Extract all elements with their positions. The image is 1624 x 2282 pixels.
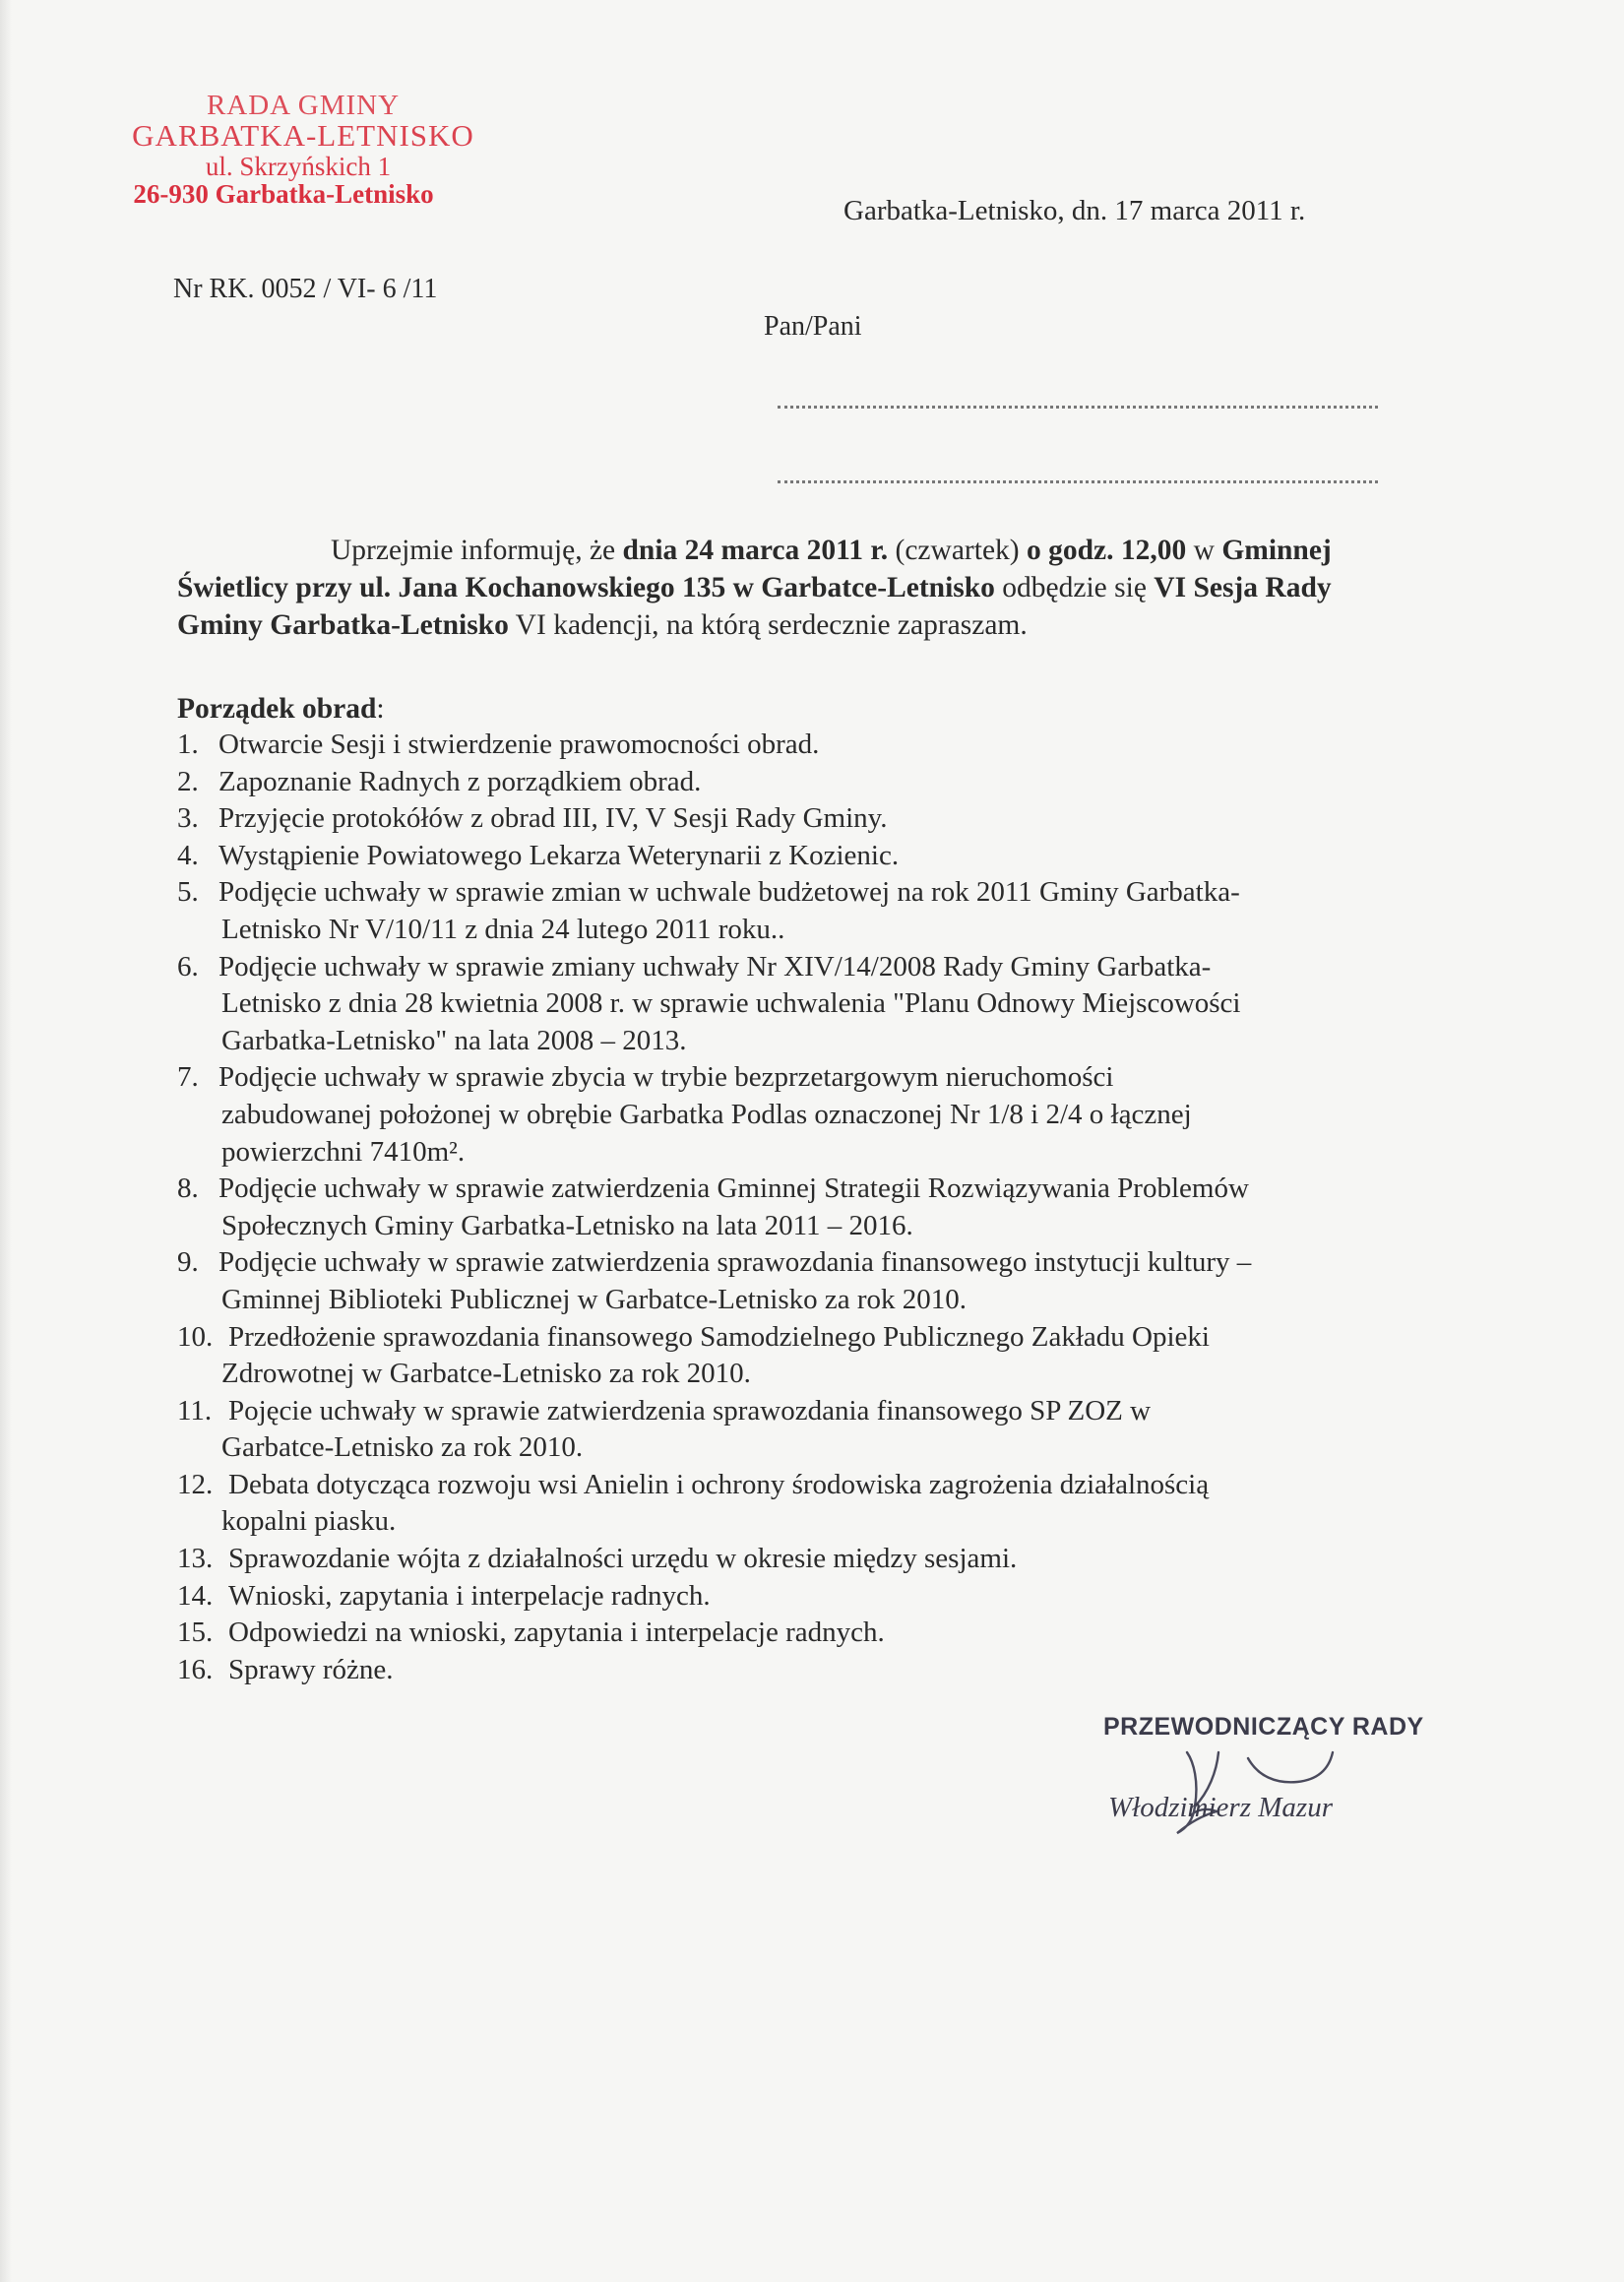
agenda-item-text: Przedłożenie sprawozdania finansowego Samodzielnego Publicznego Zakładu Opieki — [228, 1320, 1210, 1353]
agenda-item-number: 9. — [177, 1246, 199, 1279]
agenda-item — [177, 1319, 1417, 1357]
agenda-item-text: Odpowiedzi na wnioski, zapytania i interpelacje radnych. — [228, 1616, 885, 1649]
agenda-item — [177, 1244, 1417, 1282]
agenda-item-continuation — [177, 1503, 1417, 1541]
agenda-item-text: Podjęcie uchwały w sprawie zatwierdzenia Gminnej Strategii Rozwiązywania Problemów — [219, 1173, 1249, 1205]
agenda-item — [177, 1541, 1417, 1578]
agenda-item-number: 5. — [177, 876, 199, 909]
stamp-line: ul. Skrzyńskich 1 — [205, 151, 392, 181]
intro-text: w — [1186, 535, 1222, 566]
intro-date: dnia 24 marca 2011 r. — [622, 535, 889, 566]
agenda-item-text: Garbatce-Letnisko za rok 2010. — [221, 1431, 584, 1464]
agenda-item — [177, 1578, 1417, 1616]
agenda-item-number: 10. — [177, 1320, 214, 1353]
intro-text: Uprzejmie informuję, że — [331, 535, 623, 566]
agenda-item-number: 7. — [177, 1061, 199, 1094]
signatory-title: PRZEWODNICZĄCY RADY — [1103, 1713, 1424, 1741]
agenda-item-text: kopalni piasku. — [221, 1505, 397, 1538]
stamp-line: 26-930 Garbatka-Letnisko — [133, 179, 434, 210]
scan-edge — [0, 0, 12, 2282]
agenda-item-text: zabudowanej położonej w obrębie Garbatka Podlas oznaczonej Nr 1/8 i 2/4 o łącznej — [221, 1098, 1192, 1130]
intro-text: odbędzie się — [994, 572, 1155, 603]
agenda-item — [177, 1059, 1417, 1097]
agenda-item-continuation — [177, 1282, 1417, 1319]
agenda-item-number: 2. — [177, 765, 199, 797]
stamp-line: RADA GMINY — [206, 90, 401, 121]
agenda-item-text: Letnisko Nr V/10/11 z dnia 24 lutego 2011 roku.. — [221, 913, 785, 945]
agenda-item-text: Otwarcie Sesji i stwierdzenie prawomocności obrad. — [219, 729, 820, 760]
agenda-item-text: Wystąpienie Powiatowego Lekarza Weterynarii z Kozienic. — [219, 839, 900, 871]
agenda-item-text: Społecznych Gminy Garbatka-Letnisko na lata 2011 – 2016. — [221, 1209, 913, 1241]
agenda-item-continuation — [177, 1023, 1417, 1060]
intro-text: VI kadencji, na którą serdecznie zapraszam. — [508, 609, 1028, 641]
reference-number: Nr RK. 0052 / VI- 6 /11 — [173, 274, 438, 304]
agenda-item-number: 6. — [177, 950, 199, 983]
agenda-item-number: 15. — [177, 1616, 214, 1649]
stamp-line: GARBATKA-LETNISKO — [132, 118, 474, 154]
agenda-item-number: 11. — [177, 1394, 213, 1426]
agenda-item-text: Przyjęcie protokółów z obrad III, IV, V Sesji Rady Gminy. — [219, 802, 888, 835]
agenda-item — [177, 1652, 1417, 1689]
agenda-item — [177, 949, 1417, 986]
agenda-item-text: Garbatka-Letnisko" na lata 2008 – 2013. — [221, 1024, 687, 1056]
agenda-item-text: Pojęcie uchwały w sprawie zatwierdzenia sprawozdania finansowego SP ZOZ w — [228, 1394, 1152, 1426]
addressee-line — [778, 480, 1378, 483]
agenda-item-text: Zapoznanie Radnych z porządkiem obrad. — [219, 765, 702, 797]
agenda-item — [177, 1393, 1417, 1430]
agenda-title-text: Porządek obrad — [177, 693, 377, 725]
agenda-item-text: Podjęcie uchwały w sprawie zatwierdzenia sprawozdania finansowego instytucji kultury – — [219, 1246, 1252, 1279]
agenda-item-text: Podjęcie uchwały w sprawie zmiany uchwały Nr XIV/14/2008 Rady Gminy Garbatka- — [219, 950, 1212, 983]
intro-venue: Gminnej Świetlicy przy ul. Jana Kochanowskiego 135 w Garbatce-Letnisko — [177, 535, 1332, 603]
agenda-title-suffix: : — [376, 693, 385, 725]
agenda-item — [177, 727, 1417, 764]
agenda-item-text: Sprawy różne. — [228, 1653, 394, 1685]
agenda-item-continuation — [177, 1134, 1417, 1172]
signature-block — [1100, 1713, 1424, 1841]
intro-text: (czwartek) — [888, 535, 1027, 566]
addressee-label: Pan/Pani — [764, 311, 862, 342]
invitation-paragraph — [177, 532, 1417, 644]
agenda-item-continuation — [177, 985, 1417, 1023]
agenda-item-text: Letnisko z dnia 28 kwietnia 2008 r. w sprawie uchwalenia "Planu Odnowy Miejscowości — [221, 987, 1241, 1020]
agenda-item — [177, 800, 1417, 838]
agenda-item-continuation — [177, 1429, 1417, 1467]
agenda-item-text: Zdrowotnej w Garbatce-Letnisko za rok 2010. — [221, 1358, 751, 1390]
agenda-item-continuation — [177, 1208, 1417, 1245]
agenda-item-text: Sprawozdanie wójta z działalności urzędu w okresie między sesjami. — [228, 1543, 1018, 1575]
intro-time: o godz. 12,00 — [1027, 535, 1187, 566]
agenda-item — [177, 764, 1417, 801]
agenda-item-continuation — [177, 1097, 1417, 1134]
agenda-item-text: Podjęcie uchwały w sprawie zbycia w trybie bezprzetargowym nieruchomości — [219, 1061, 1114, 1094]
signatory-name: Włodzimierz Mazur — [1108, 1792, 1333, 1823]
agenda-item-text: powierzchni 7410m². — [221, 1135, 466, 1168]
agenda-item-text: Debata dotycząca rozwoju wsi Anielin i ochrony środowiska zagrożenia działalnością — [228, 1468, 1210, 1500]
agenda-item-text: Gminnej Biblioteki Publicznej w Garbatce-Letnisko za rok 2010. — [221, 1283, 968, 1315]
agenda-item-continuation — [177, 912, 1417, 949]
agenda-list — [177, 727, 1417, 1688]
agenda-item — [177, 1171, 1417, 1208]
agenda-item-text: Podjęcie uchwały w sprawie zmian w uchwale budżetowej na rok 2011 Gminy Garbatka- — [219, 876, 1240, 909]
agenda-item — [177, 838, 1417, 875]
agenda-item-number: 8. — [177, 1173, 199, 1205]
agenda-item — [177, 1467, 1417, 1504]
office-stamp — [126, 91, 480, 209]
agenda-item-number: 3. — [177, 802, 199, 835]
agenda-item-continuation — [177, 1356, 1417, 1393]
agenda-item-number: 16. — [177, 1653, 214, 1685]
intro-session: VI Sesja Rady Gminy Garbatka-Letnisko — [177, 572, 1332, 641]
agenda-item-number: 12. — [177, 1468, 214, 1500]
agenda-item-number: 13. — [177, 1543, 214, 1575]
agenda-title — [177, 693, 385, 726]
place-date: Garbatka-Letnisko, dn. 17 marca 2011 r. — [843, 195, 1306, 226]
agenda-item — [177, 1615, 1417, 1652]
agenda-item — [177, 874, 1417, 912]
agenda-item-number: 14. — [177, 1579, 214, 1612]
addressee-line — [778, 406, 1378, 409]
agenda-item-number: 1. — [177, 729, 199, 760]
agenda-item-text: Wnioski, zapytania i interpelacje radnych. — [228, 1579, 711, 1612]
agenda-item-number: 4. — [177, 839, 199, 871]
